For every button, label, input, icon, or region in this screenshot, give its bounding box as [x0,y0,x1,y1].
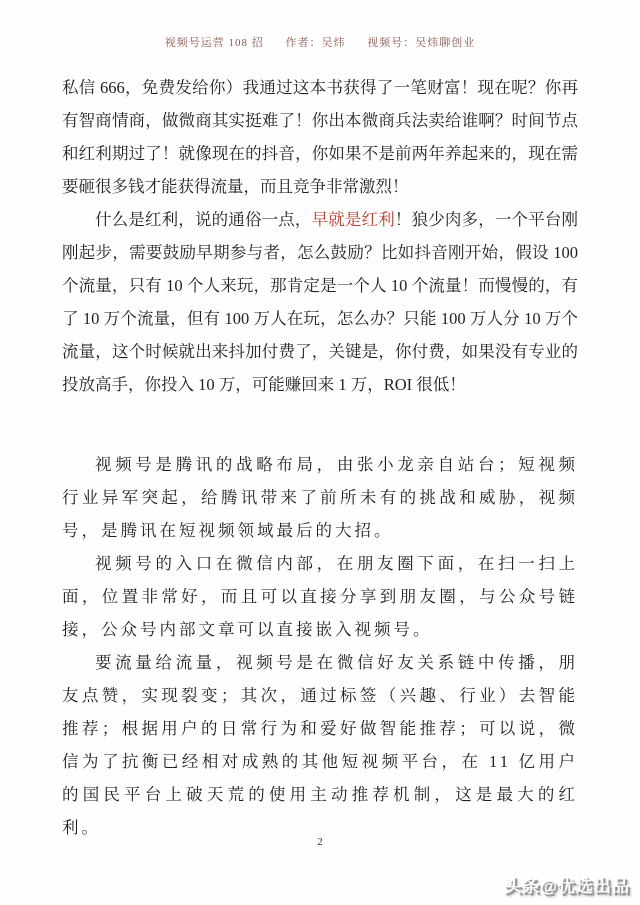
paragraph [62,547,578,646]
header-channel: 视频号：吴炜聊创业 [367,37,476,49]
paragraph [62,71,578,203]
body-text: 私信 666，免费发给你）我通过这本书获得了一笔财富！现在呢？你再有智商情商，做微商其实挺难了！你出本微商兵法卖给谁啊？时间节点和红利期过了！就像现在的抖音，你如果不是前两年养起来的，现在需要砸很多钱才能获得流量，而且竞争非常激烈！ [62,78,578,196]
body-text: 什么是红利，说的通俗一点， [95,210,312,229]
paragraph [62,646,578,844]
page-number: 2 [317,836,323,848]
body-text: 视频号的入口在微信内部，在朋友圈下面，在扫一扫上面，位置非常好，而且可以直接分享到朋友圈，与公众号链接，公众号内部文章可以直接嵌入视频号。 [62,554,578,639]
highlight-red-text: 早就是红利 [311,210,395,229]
toutiao-watermark: 头条@优选出品 [504,877,630,896]
page-header [0,34,640,50]
paragraph [62,203,578,401]
document-body [62,71,578,844]
header-book-title: 视频号运营 108 招 [164,37,264,49]
body-text: 要流量给流量，视频号是在微信好友关系链中传播，朋友点赞，实现裂变；其次，通过标签（兴趣、行业）去智能推荐；根据用户的日常行为和爱好做智能推荐；可以说，微信为了抗衡已经相对成熟的其他短视频平台，在 11 亿用户的国民平台上破天荒的使用主动推荐机制，这是最大的红利。 [62,653,578,837]
header-author: 作者：吴炜 [285,37,346,49]
paragraph [62,448,578,547]
body-text: 视频号是腾讯的战略布局，由张小龙亲自站台；短视频行业异军突起，给腾讯带来了前所未有的挑战和威胁，视频号，是腾讯在短视频领域最后的大招。 [62,455,578,540]
body-text: ！狼少肉多，一个平台刚刚起步，需要鼓励早期参与者，怎么鼓励？比如抖音刚开始，假设 100 个流量，只有 10 个人来玩，那肯定是一个人 10 个流量！而慢慢的，有了 10 万个流量，但有 100 万人在玩，怎么办？只能 100 万人分 10 万个流量，这个时候就出来抖加付费了，关键是，你付费，如果没有专业的投放高手，你投入 10 万，可能赚回来 1 万，ROI 很低！ [62,210,579,394]
